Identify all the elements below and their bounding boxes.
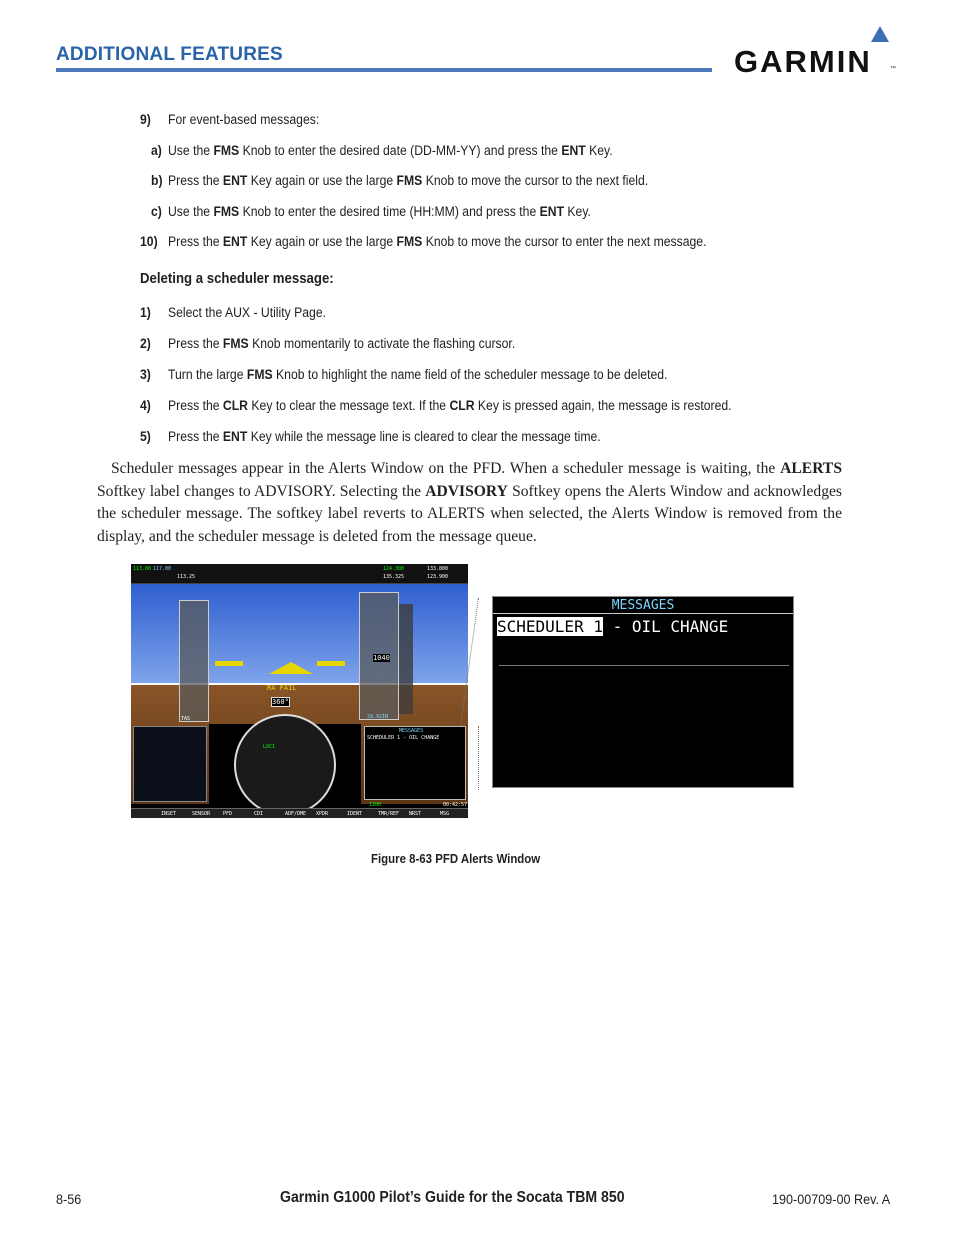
xpdr-code: 1200	[369, 802, 382, 808]
logo-triangle-icon	[871, 26, 889, 42]
step-item	[140, 233, 706, 251]
key-name: FMS	[222, 336, 249, 352]
step-text: Knob to highlight the name field of the scheduler message to be deleted.	[272, 367, 668, 383]
delete-heading: Deleting a scheduler message:	[140, 270, 334, 287]
softkey-inset: INSET	[161, 811, 177, 817]
step-text: Knob to enter the desired time (HH:MM) and press the	[239, 204, 540, 220]
key-name: CLR	[222, 398, 249, 414]
document-number: 190-00709-00 Rev. A	[772, 1191, 891, 1207]
step-text: Key is pressed again, the message is restored.	[474, 398, 732, 414]
softkey-msg: MSG	[440, 811, 450, 817]
alerts-window-title: MESSAGES	[399, 728, 424, 734]
right-wing-bar	[317, 661, 345, 666]
softkey-sensor: SENSOR	[192, 811, 211, 817]
left-wing-bar	[215, 661, 243, 666]
zoom-message-line	[497, 617, 728, 637]
softkey-adf-dme: ADF/DME	[285, 811, 307, 817]
step-text: Scheduler messages appear in the Alerts Window on the PFD. When a scheduler message is waiting, the	[111, 460, 781, 477]
softkey-xpdr: XPDR	[316, 811, 329, 817]
zoom-title: MESSAGES	[493, 597, 793, 614]
airspeed-tape	[179, 600, 209, 722]
step-text: Key while the message line is cleared to clear the message time.	[247, 429, 601, 445]
key-name: FMS	[213, 204, 240, 220]
nav1-standby-freq: 117.00	[153, 566, 172, 572]
com2-standby-freq: 123.900	[427, 574, 449, 580]
figure-caption: Figure 8-63 PFD Alerts Window	[371, 851, 541, 866]
step-number: 3)	[140, 367, 151, 383]
key-name: ENT	[222, 429, 248, 445]
pfd-top-bar	[131, 564, 468, 584]
alerts-window-message: SCHEDULER 1 - OIL CHANGE	[367, 735, 440, 741]
header-rule	[56, 68, 712, 72]
step-item	[151, 172, 648, 190]
key-name: FMS	[213, 143, 240, 159]
key-name: FMS	[246, 367, 273, 383]
step-text: Use the	[167, 204, 214, 220]
com1-active-freq: 124.300	[383, 566, 405, 572]
step-item	[140, 397, 732, 415]
softkey-pfd: PFD	[223, 811, 233, 817]
step-text: Turn the large	[167, 367, 247, 383]
step-item	[140, 366, 667, 384]
alerts-window	[364, 726, 466, 800]
key-name: ENT	[222, 234, 248, 250]
footer-title: Garmin G1000 Pilot’s Guide for the Socata TBM 850	[280, 1189, 625, 1206]
aircraft-symbol-icon	[269, 662, 313, 674]
com2-active-freq: 135.325	[383, 574, 405, 580]
tas-label: TAS	[181, 716, 191, 722]
body-paragraph	[97, 458, 842, 548]
step-text: Softkey label changes to ADVISORY. Selecting the	[97, 482, 426, 500]
softkey-nrst: NRST	[409, 811, 422, 817]
key-name: ENT	[561, 143, 586, 159]
step-item	[140, 304, 326, 322]
com1-standby-freq: 133.800	[427, 566, 449, 572]
step-item	[140, 111, 319, 129]
vertical-speed-indicator	[399, 604, 413, 714]
softkey-bar	[131, 808, 468, 818]
zoom-divider	[499, 665, 789, 666]
step-text: Knob to move the cursor to the next field.	[422, 173, 649, 189]
step-text: Use the	[167, 143, 214, 159]
step-number: 9)	[140, 112, 151, 128]
baro-setting: 29.92IN	[367, 714, 389, 720]
zoom-rest-text: - OIL CHANGE	[602, 617, 729, 636]
step-text: Key again or use the large	[247, 173, 397, 189]
step-item	[140, 428, 601, 446]
alerts-window-zoom	[492, 596, 794, 788]
softkey-cdi: CDI	[254, 811, 264, 817]
callout-line-bottom	[478, 726, 479, 790]
step-item	[151, 142, 613, 160]
step-number: 2)	[140, 336, 151, 352]
step-text: Softkey opens the Alerts Window and acknowledges the scheduler message. The softkey label reverts to ALERTS when selected, the Alerts Window is removed from the display, and the scheduler message is deleted from the message queue.	[97, 482, 842, 545]
step-text: Press the	[167, 336, 223, 352]
step-text: Key.	[564, 204, 591, 220]
step-number: c)	[151, 204, 162, 220]
step-text: For event-based messages:	[167, 112, 320, 128]
key-name: ENT	[222, 173, 248, 189]
key-name: ALERTS	[780, 460, 842, 477]
step-number: a)	[151, 143, 162, 159]
step-text: Press the	[167, 429, 223, 445]
section-title: ADDITIONAL FEATURES	[56, 44, 283, 65]
step-text: Key to clear the message text. If the	[248, 398, 450, 414]
step-number: 1)	[140, 305, 151, 321]
garmin-logo: GARMIN ™	[734, 26, 900, 76]
key-name: FMS	[396, 173, 423, 189]
pfd-screenshot	[131, 564, 468, 818]
ra-fail-flag: RA FAIL	[267, 684, 297, 692]
key-name: FMS	[396, 234, 423, 250]
step-text: Knob to enter the desired date (DD-MM-YY) and press the	[239, 143, 562, 159]
nav2-standby-freq: 113.25	[177, 574, 196, 580]
key-name: ADVISORY	[425, 482, 508, 500]
step-text: Select the AUX - Utility Page.	[167, 305, 327, 321]
altitude-readout: 1040	[373, 654, 390, 662]
step-text: Press the	[167, 398, 223, 414]
step-text: Key.	[585, 143, 613, 159]
hsi-compass	[234, 714, 336, 816]
loc-label: LOC1	[263, 744, 276, 750]
step-text: Knob momentarily to activate the flashing cursor.	[248, 336, 516, 352]
step-number: 4)	[140, 398, 151, 414]
zoom-selected-text: SCHEDULER 1	[497, 617, 603, 636]
step-text: Knob to move the cursor to enter the next message.	[422, 234, 707, 250]
inset-map	[133, 726, 207, 802]
step-text: Key again or use the large	[247, 234, 397, 250]
softkey-ident: IDENT	[347, 811, 363, 817]
step-text: Press the	[167, 173, 223, 189]
step-text: Press the	[167, 234, 223, 250]
softkey-tmr-ref: TMR/REF	[378, 811, 400, 817]
key-name: ENT	[539, 204, 565, 220]
key-name: CLR	[449, 398, 475, 414]
step-number: b)	[151, 173, 163, 189]
step-number: 5)	[140, 429, 151, 445]
clock-time: 00:42:57	[443, 802, 468, 808]
heading-readout: 360°	[272, 698, 289, 706]
page-number: 8-56	[56, 1191, 82, 1207]
step-item	[151, 203, 591, 221]
step-number: 10)	[140, 234, 158, 250]
nav1-active-freq: 113.00	[133, 566, 152, 572]
step-item	[140, 335, 515, 353]
